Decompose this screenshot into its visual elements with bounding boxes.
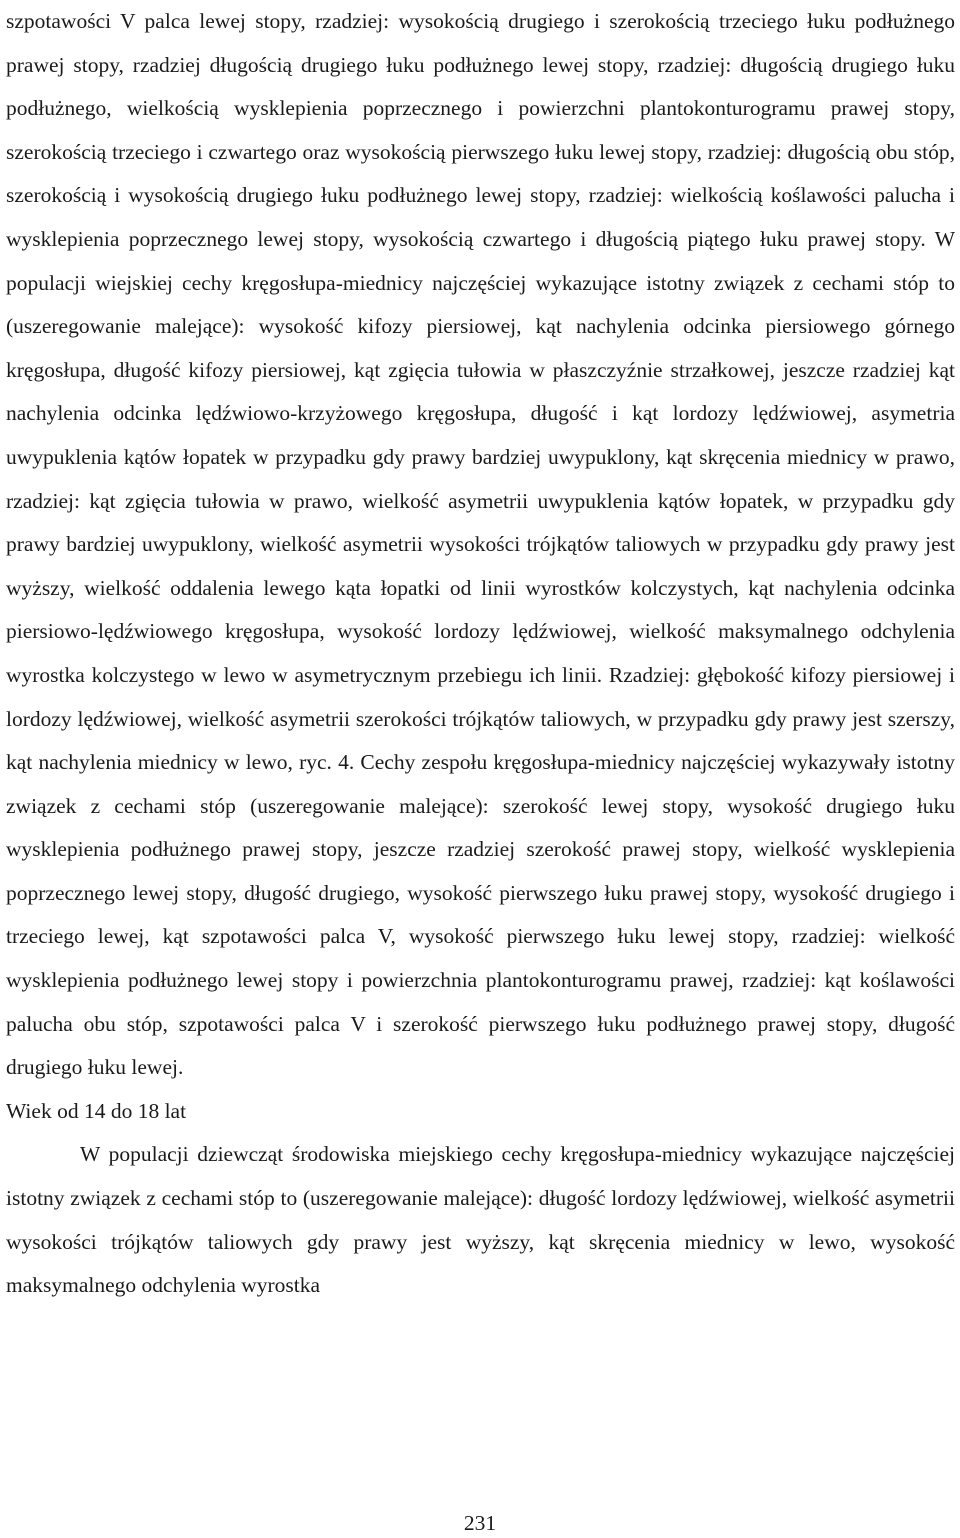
page-number: 231 <box>463 1511 497 1535</box>
body-paragraph-1: szpotawości V palca lewej stopy, rzadziej: wysokością drugiego i szerokością trzeciego łuku podłużnego prawej stopy, rzadziej długością drugiego łuku podłużnego lewej stopy, rzadziej: długością drugiego łuku podłużnego, wielkością wysklepienia poprzecznego i powierzchni plantokonturogramu prawej stopy, szerokością trzeciego i czwartego oraz wysokością pierwszego łuku lewej stopy, rzadziej: długością obu stóp, szerokością i wysokością drugiego łuku podłużnego lewej stopy, rzadziej: wielkością koślawości palucha i wysklepienia poprzecznego lewej stopy, wysokością czwartego i długością piątego łuku prawej stopy. W populacji wiejskiej cechy kręgosłupa-miednicy najczęściej wykazujące istotny związek z cechami stóp to (uszeregowanie malejące): wysokość kifozy piersiowej, kąt nachylenia odcinka piersiowego górnego kręgosłupa, długość kifozy piersiowej, kąt zgięcia tułowia w płaszczyźnie strzałkowej, jeszcze rzadziej kąt nachylenia odcinka lędźwiowo-krzyżowego kręgosłupa, długość i kąt lordozy lędźwiowej, asymetria uwypuklenia kątów łopatek w przypadku gdy prawy bardziej uwypuklony, kąt skręcenia miednicy w prawo, rzadziej: kąt zgięcia tułowia w prawo, wielkość asymetrii uwypuklenia kątów łopatek, w przypadku gdy prawy bardziej uwypuklony, wielkość asymetrii wysokości trójkątów taliowych w przypadku gdy prawy jest wyższy, wielkość oddalenia lewego kąta łopatki od linii wyrostków kolczystych, kąt nachylenia odcinka piersiowo-lędźwiowego kręgosłupa, wysokość lordozy lędźwiowej, wielkość maksymalnego odchylenia wyrostka kolczystego w lewo w asymetrycznym przebiegu ich linii. Rzadziej: głębokość kifozy piersiowej i lordozy lędźwiowej, wielkość asymetrii szerokości trójkątów taliowych, w przypadku gdy prawy jest szerszy, kąt nachylenia miednicy w lewo, ryc. 4. Cechy zespołu kręgosłupa-miednicy najczęściej wykazywały istotny związek z cechami stóp (uszeregowanie malejące): szerokość lewej stopy, wysokość drugiego łuku wysklepienia podłużnego prawej stopy, jeszcze rzadziej szerokość prawej stopy, wielkość wysklepienia poprzecznego lewej stopy, długość drugiego, wysokość pierwszego łuku prawej stopy, wysokość drugiego i trzeciego lewej, kąt szpotawości palca V, wysokość pierwszego łuku lewej stopy, rzadziej: wielkość wysklepienia podłużnego lewej stopy i powierzchnia plantokonturogramu prawej, rzadziej: kąt koślawości palucha obu stóp, szpotawości palca V i szerokość pierwszego łuku podłużnego prawej stopy, długość drugiego łuku lewej. <box>6 9 955 1080</box>
section-heading-age-14-18: Wiek od 14 do 18 lat <box>6 1098 187 1123</box>
document-page <box>6 0 955 1308</box>
body-paragraph-2: W populacji dziewcząt środowiska miejskiego cechy kręgosłupa-miednicy wykazujące najczęściej istotny związek z cechami stóp to (uszeregowanie malejące): długość lordozy lędźwiowej, wielkość asymetrii wysokości trójkątów taliowych gdy prawy jest wyższy, kąt skręcenia miednicy w lewo, wysokość maksymalnego odchylenia wyrostka <box>6 1142 955 1298</box>
